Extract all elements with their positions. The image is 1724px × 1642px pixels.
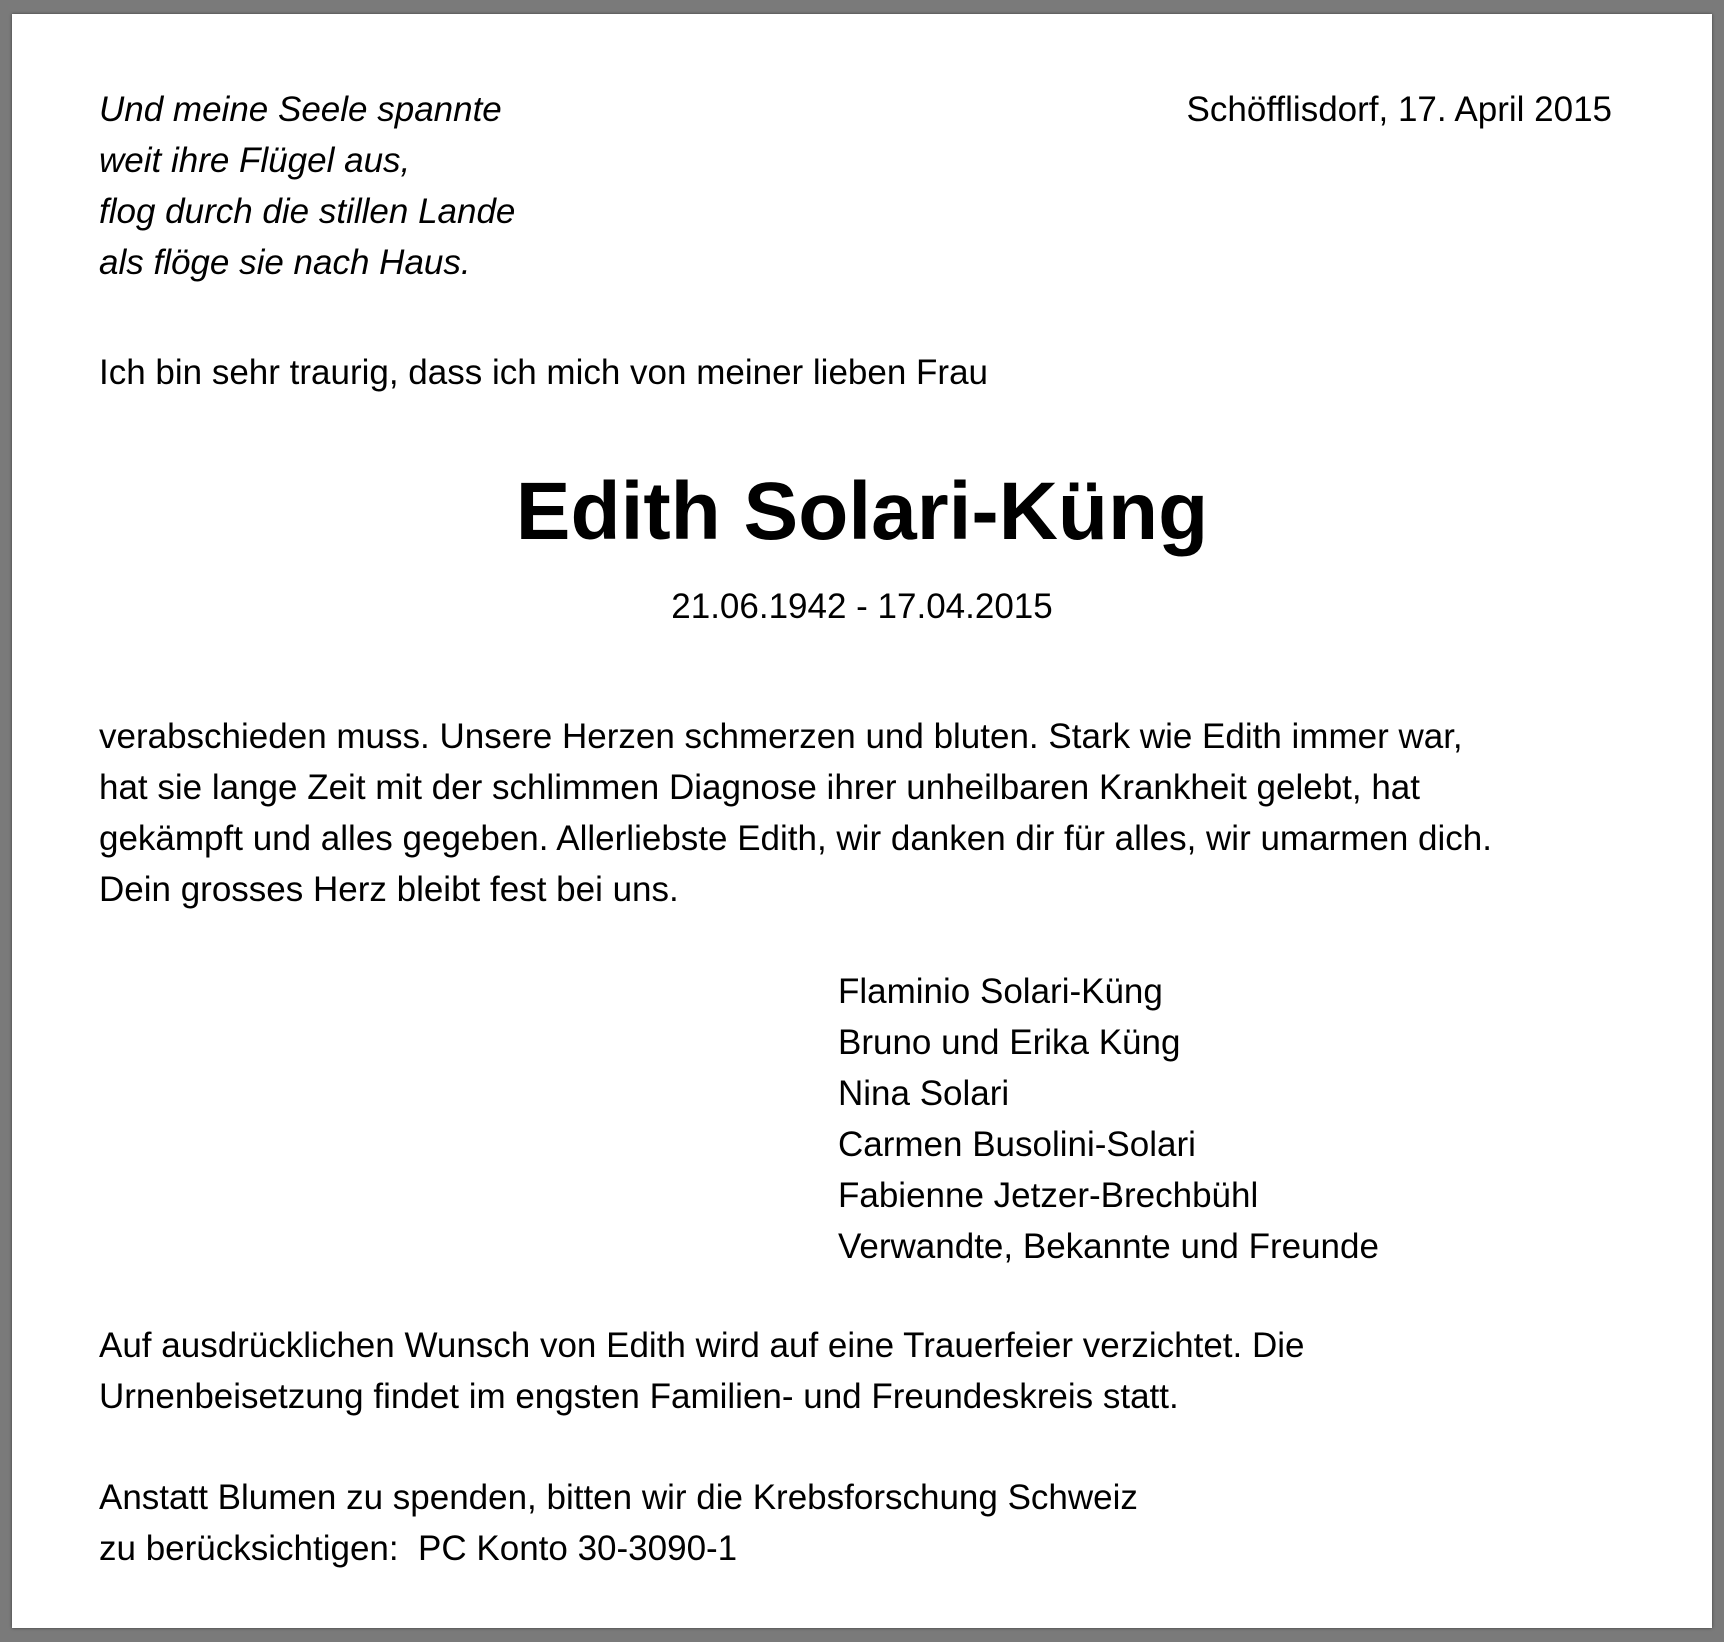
body-paragraph	[99, 711, 1492, 915]
body-line: verabschieden muss. Unsere Herzen schmerzen und bluten. Stark wie Edith immer war,	[99, 717, 1463, 756]
poem-line: weit ihre Flügel aus,	[99, 141, 411, 180]
mourners-list	[838, 966, 1379, 1272]
mourner-name: Carmen Busolini-Solari	[838, 1125, 1196, 1164]
poem-line: flog durch die stillen Lande	[99, 192, 516, 231]
mourner-name: Flaminio Solari-Küng	[838, 972, 1163, 1011]
body-line: Dein grosses Herz bleibt fest bei uns.	[99, 870, 679, 909]
obituary-page	[12, 14, 1712, 1628]
donation-line: zu berücksichtigen: PC Konto 30-3090-1	[99, 1529, 738, 1568]
mourner-name: Bruno und Erika Küng	[838, 1023, 1181, 1062]
funeral-notice	[99, 1320, 1305, 1422]
intro-sentence: Ich bin sehr traurig, dass ich mich von meiner lieben Frau	[99, 353, 989, 392]
body-line: hat sie lange Zeit mit der schlimmen Diagnose ihrer unheilbaren Krankheit gelebt, hat	[99, 768, 1420, 807]
donation-notice	[99, 1472, 1138, 1574]
mourner-name: Verwandte, Bekannte und Freunde	[838, 1227, 1379, 1266]
notice-line: Auf ausdrücklichen Wunsch von Edith wird auf eine Trauerfeier verzichtet. Die	[99, 1326, 1305, 1365]
mourner-name: Nina Solari	[838, 1074, 1010, 1113]
donation-line: Anstatt Blumen zu spenden, bitten wir die Krebsforschung Schweiz	[99, 1478, 1138, 1517]
poem-line: Und meine Seele spannte	[99, 90, 502, 129]
poem	[99, 84, 515, 288]
place-and-date: Schöfflisdorf, 17. April 2015	[1186, 90, 1612, 129]
deceased-name: Edith Solari-Küng	[515, 466, 1209, 557]
mourner-name: Fabienne Jetzer-Brechbühl	[838, 1176, 1259, 1215]
body-line: gekämpft und alles gegeben. Allerliebste Edith, wir danken dir für alles, wir umarmen dich.	[99, 819, 1492, 858]
lifespan-dates: 21.06.1942 - 17.04.2015	[671, 587, 1053, 626]
poem-line: als flöge sie nach Haus.	[99, 243, 471, 282]
notice-line: Urnenbeisetzung findet im engsten Familien- und Freundeskreis statt.	[99, 1377, 1179, 1416]
